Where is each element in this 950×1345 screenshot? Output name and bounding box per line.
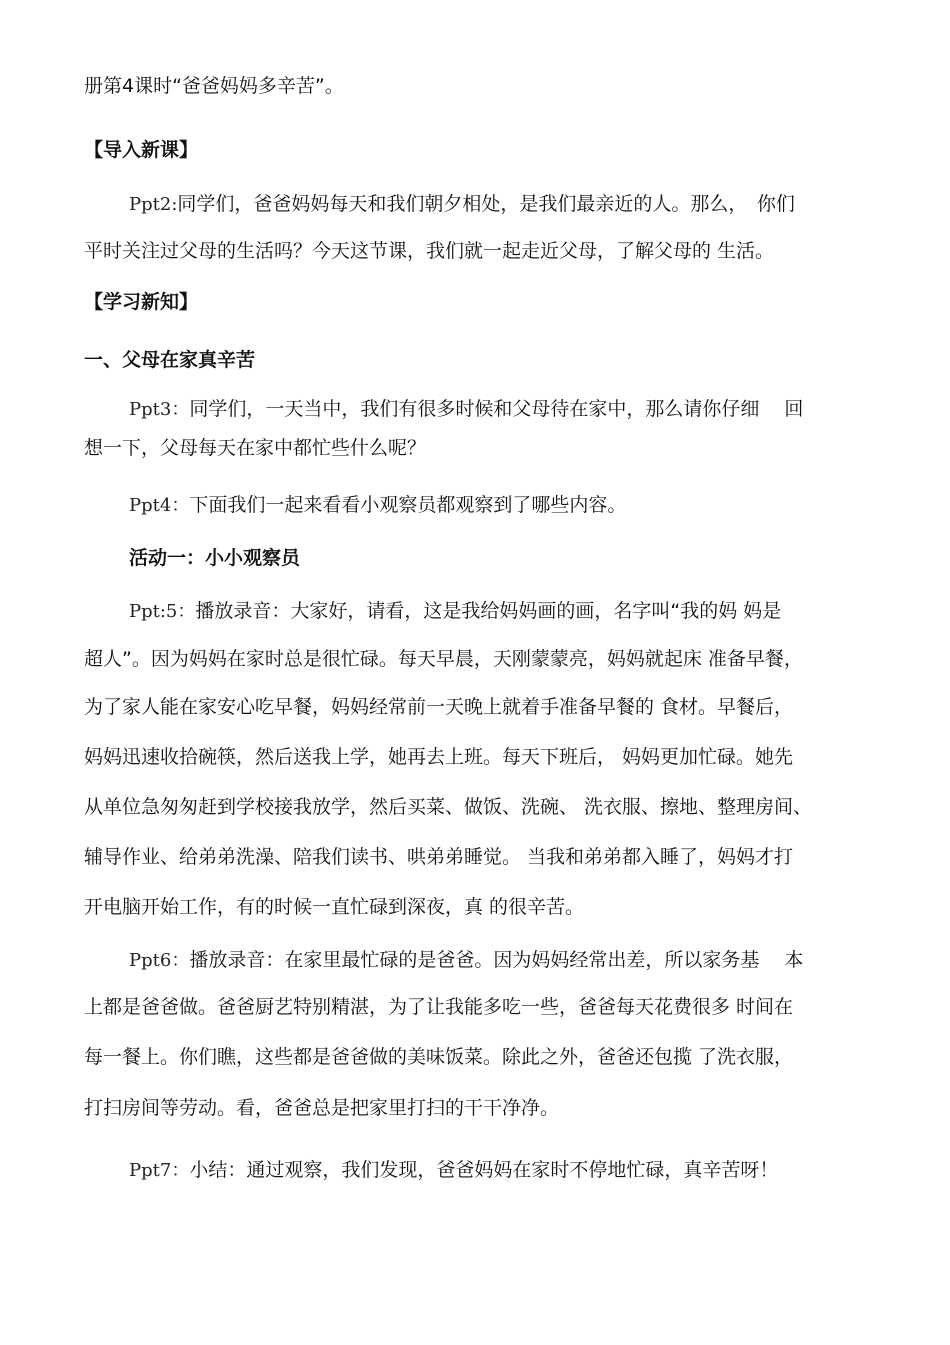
subsection-heading-1: 一、父母在家真辛苦 [84, 349, 256, 371]
ppt4-label: Ppt4： [129, 495, 190, 516]
paragraph-ppt5-line6: 辅导作业、给弟弟洗澡、陪我们读书、哄弟弟睡觉。 当我和弟弟都入睡了，妈妈才打 [84, 846, 794, 868]
intro-line: 册第4课时“爸爸妈妈多辛苦”。 [84, 75, 344, 97]
paragraph-ppt6-line4: 打扫房间等劳动。看，爸爸总是把家里打扫的干干净净。 [84, 1097, 560, 1119]
paragraph-ppt3-line1 [129, 395, 803, 424]
paragraph-ppt5-line2: 超人”。因为妈妈在家时总是很忙碌。每天早晨，天刚蒙蒙亮，妈妈就起床 准备早餐， [84, 648, 803, 670]
paragraph-ppt5-line4: 妈妈迅速收拾碗筷，然后送我上学，她再去上班。每天下班后， 妈妈更加忙碌。她先 [84, 746, 794, 768]
paragraph-ppt4-line1 [129, 491, 626, 520]
paragraph-ppt2-line2: 平时关注过父母的生活吗？今天这节课，我们就一起走近父母，了解父母的 生活。 [84, 240, 775, 262]
section-heading-import: 【导入新课】 [84, 139, 199, 161]
ppt4-text-1: 下面我们一起来看看小观察员都观察到了哪些内容。 [189, 494, 627, 516]
ppt7-text-1: 小结：通过观察，我们发现，爸爸妈妈在家时不停地忙碌，真辛苦呀！ [189, 1159, 779, 1181]
paragraph-ppt6-line3: 每一餐上。你们瞧，这些都是爸爸做的美味饭菜。除此之外，爸爸还包揽 了洗衣服， [84, 1046, 794, 1068]
ppt6-text-1: 播放录音：在家里最忙碌的是爸爸。因为妈妈经常出差，所以家务基 本 [189, 949, 804, 971]
paragraph-ppt5-line1 [129, 597, 781, 626]
ppt5-text-1: 播放录音：大家好，请看，这是我给妈妈画的画，名字叫“我的妈 妈是 [195, 600, 782, 622]
paragraph-ppt3-line2: 想一下，父母每天在家中都忙些什么呢？ [84, 437, 427, 459]
paragraph-ppt5-line3: 为了家人能在家安心吃早餐，妈妈经常前一天晚上就着手准备早餐的 食材。早餐后， [84, 696, 794, 718]
paragraph-ppt5-line5: 从单位急匆匆赶到学校接我放学，然后买菜、做饭、洗碗、 洗衣服、擦地、整理房间、 [84, 796, 813, 818]
paragraph-ppt7-line1 [129, 1156, 778, 1185]
paragraph-ppt6-line1 [129, 946, 803, 975]
paragraph-ppt5-line7: 开电脑开始工作，有的时候一直忙碌到深夜，真 的很辛苦。 [84, 896, 585, 918]
ppt3-text-1: 同学们，一天当中，我们有很多时候和父母待在家中，那么请你仔细 回 [189, 398, 804, 420]
ppt2-label: Ppt2: [129, 194, 178, 215]
ppt7-label: Ppt7： [129, 1160, 190, 1181]
section-heading-learn: 【学习新知】 [84, 291, 199, 313]
ppt6-label: Ppt6： [129, 950, 190, 971]
paragraph-ppt6-line2: 上都是爸爸做。爸爸厨艺特别精湛，为了让我能多吃一些，爸爸每天花费很多 时间在 [84, 996, 794, 1018]
ppt5-label: Ppt:5： [129, 601, 196, 622]
ppt3-label: Ppt3： [129, 399, 190, 420]
paragraph-ppt2-line1 [129, 190, 795, 219]
activity-heading-1: 活动一：小小观察员 [129, 547, 301, 569]
ppt2-text-1: 同学们，爸爸妈妈每天和我们朝夕相处，是我们最亲近的人。那么， 你们 [177, 193, 795, 215]
